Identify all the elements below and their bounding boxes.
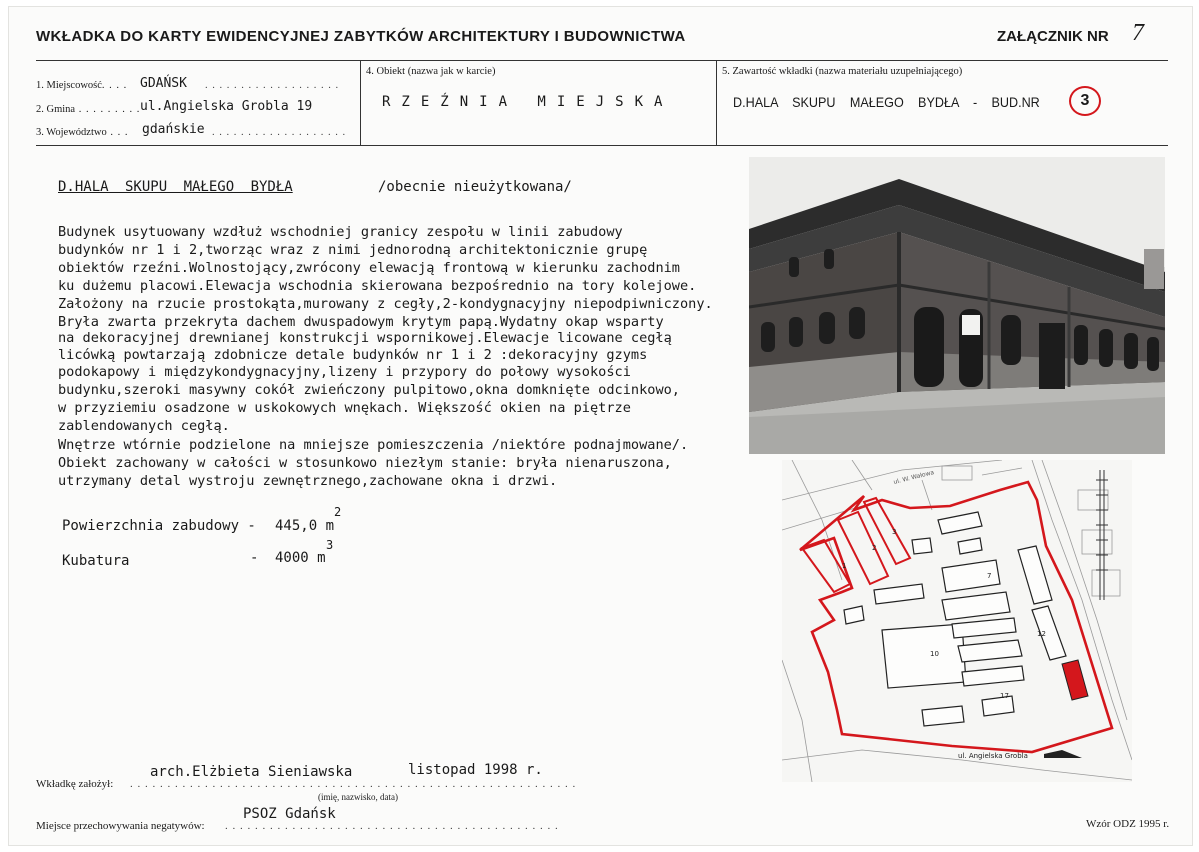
wojewodztwo-label: 3. Województwo . . . [36,127,129,138]
form-template-label: Wzór ODZ 1995 r. [1086,818,1170,830]
annex-label: ZAŁĄCZNIK NR [997,28,1109,45]
body-line: ku dużemu placowi.Elewacja wschodnia skierowana bezpośrednio na tory kolejowe. [58,278,697,294]
body-line: podokapowy i międzykondygnacyjny,lizeny i przypory do połowy wysokości [58,364,631,380]
storage-dots: . . . . . . . . . . . . . . . . . . . . . . . . . . . . . . . . . . . . . . . . . . . . . [225,820,559,832]
obiekt-label: 4. Obiekt (nazwa jak w karcie) [366,66,496,77]
map-street-label: ul. Angielska Grobla [958,752,1028,760]
grid-divider-2 [716,60,717,145]
body-line: na dekoracyjnej drewnianej konstrukcji wspornikowej.Elewacje licowane cegłą [58,330,672,346]
miejscowosc-label: 1. Miejscowość. . . . [36,80,128,91]
content-heading: D.HALA SKUPU MAŁEGO BYDŁA [58,179,293,195]
body-line: w przyziemiu osadzone w uskokowych wnękach. Większość okien na piętrze [58,400,631,416]
grid-divider-1 [360,60,361,145]
volume-value: 4000 m [275,550,326,566]
building-photo [749,157,1165,454]
zawartosc-value: D.HALA SKUPU MAŁEGO BYDŁA - BUD.NR [733,94,1040,110]
map-number-label: 2 [872,544,877,552]
volume-label: Kubatura [62,553,130,569]
body-line: obiektów rzeźni.Wolnostojący,zwrócony elewacją frontową w kierunku zachodnim [58,260,680,276]
map-number-label: 1 [842,562,847,570]
storage-value: PSOZ Gdańsk [243,806,336,822]
area-value: 445,0 m [275,518,335,534]
body-line: licówką powtarzają zdobnicze detale budynków nr 1 i 2 :dekoracyjny gzyms [58,347,648,363]
body-line: Wnętrze wtórnie podzielone na mniejsze pomieszczenia /niektóre podnajmowane/. [58,437,689,453]
body-line: budynku,szeroki masywny cokół zwieńczony pulpitowo,okna domknięte odcinkowo, [58,382,680,398]
area-label: Powierzchnia zabudowy - [62,518,256,534]
site-map [782,460,1132,782]
author-value: arch.Elżbieta Sieniawska [150,764,353,780]
bud-nr-circled: 3 [1069,86,1101,116]
author-dots: . . . . . . . . . . . . . . . . . . . . . . . . . . . . . . . . . . . . . . . . . . . . . . . . . . . . . . . . . . . . [130,778,577,790]
author-caption: (imię, nazwisko, data) [318,792,398,802]
zawartosc-label: 5. Zawartość wkładki (nazwa materiału uzupełniającego) [722,66,963,77]
heading-note: /obecnie nieużytkowana/ [378,179,572,195]
grid-line-bottom [36,145,1168,146]
wojewodztwo-dots: . . . . . . . . . . . . . . . . . . . [212,127,347,138]
volume-dash: - [250,550,259,566]
map-number-label: 12 [1037,630,1046,638]
obiekt-value: RZEŹNIA MIEJSKA [382,94,674,110]
body-line: zablendowanych cegłą. [58,418,230,434]
map-number-label: 10 [930,650,939,658]
volume-exponent: 3 [326,538,334,552]
body-line: Obiekt zachowany w całości w stosunkowo niezłym stanie: bryła nienaruszona, [58,455,672,471]
map-street-label-top: ul. W. Wałowa [892,469,935,486]
body-line: Budynek usytuowany wzdłuż wschodniej granicy zespołu w linii zabudowy [58,224,623,240]
gmina-label: 2. Gmina . . . . . . . . . [36,104,141,115]
wojewodztwo-value: gdańskie [142,122,205,137]
map-number-label: 3 [892,528,897,536]
gmina-value: ul.Angielska Grobla 19 [140,99,313,114]
storage-label: Miejsce przechowywania negatywów: [36,820,205,832]
miejscowosc-value: GDAŃSK [140,76,187,91]
body-line: Założony na rzucie prostokąta,murowany z cegły,2-kondygnacyjny niepodpiwniczony. [58,296,713,312]
date-value: listopad 1998 r. [408,762,543,778]
author-label: Wkładkę założył: [36,778,114,790]
form-title: WKŁADKA DO KARTY EWIDENCYJNEJ ZABYTKÓW ARCHITEKTURY I BUDOWNICTWA [36,28,686,45]
annex-number: 7 [1132,20,1144,46]
map-number-label: 7 [987,572,992,580]
body-line: budynków nr 1 i 2,tworząc wraz z nimi jednorodną architektonicznie grupę [58,242,648,258]
miejscowosc-dots: . . . . . . . . . . . . . . . . . . . [205,80,340,91]
map-number-label: 17 [1000,692,1009,700]
grid-line-top [36,60,1168,61]
area-exponent: 2 [334,505,342,519]
body-line: utrzymany detal wystroju zewnętrznego,zachowane okna i drzwi. [58,473,558,489]
body-line: Bryła zwarta przekryta dachem dwuspadowym krytym papą.Wydatny okap wsparty [58,314,664,330]
